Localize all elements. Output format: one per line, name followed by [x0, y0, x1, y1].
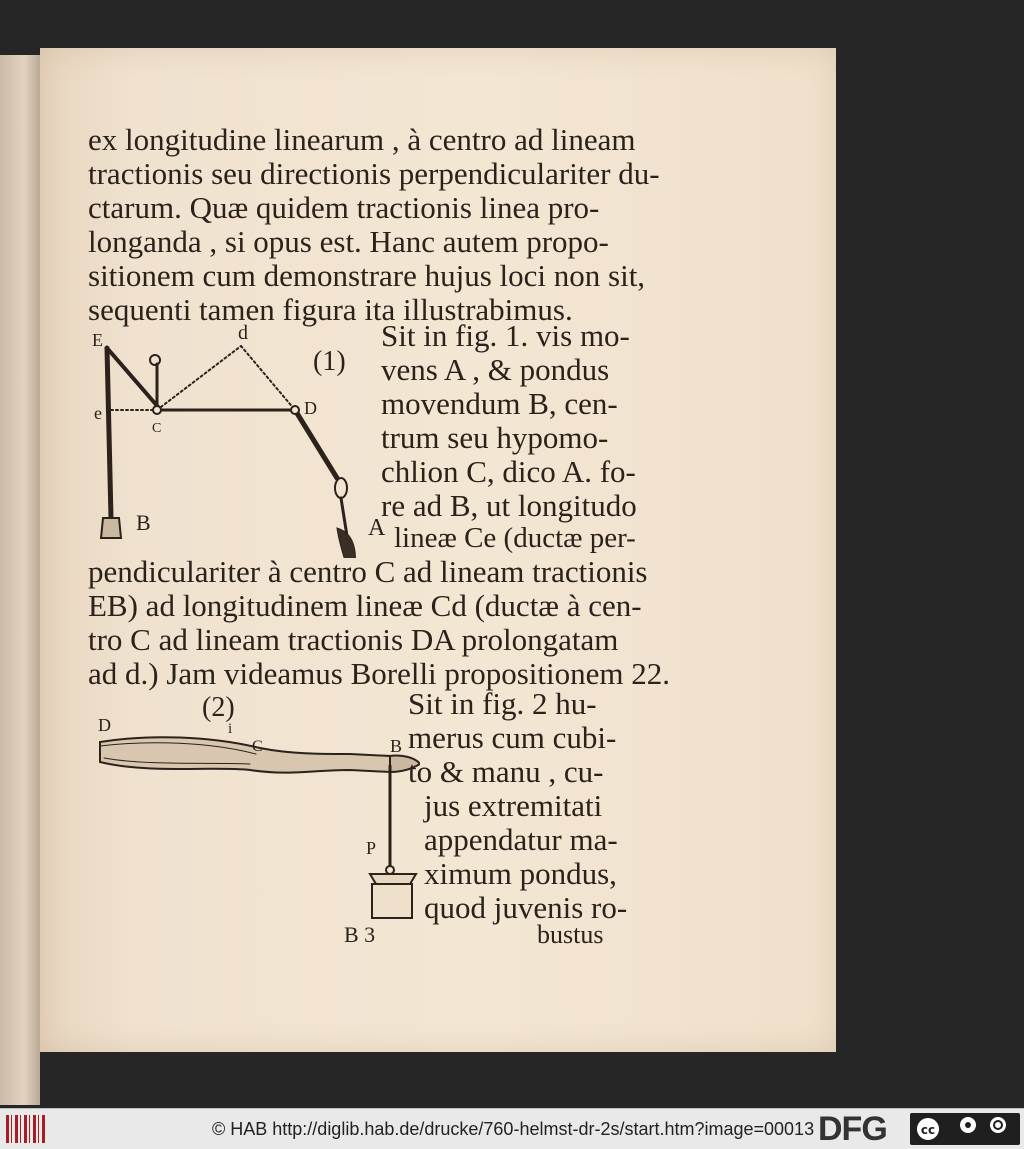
label-C: C	[152, 421, 162, 436]
label-D: D	[304, 398, 317, 418]
text-line: sitionem cum demonstrare hujus loci non sit,	[88, 258, 646, 293]
label-C-arm: C	[252, 738, 263, 755]
text-line: appendatur ma-	[424, 822, 618, 857]
label-D-arm: D	[98, 715, 111, 735]
text-line: to & manu , cu-	[408, 754, 604, 789]
text-line: quod juvenis ro-	[424, 890, 628, 925]
text-line: sequenti tamen figura ita illustrabimus.	[88, 292, 573, 327]
signature-mark: B 3	[344, 922, 376, 947]
text-line: ctarum. Quæ quidem tractionis linea pro-	[88, 190, 600, 225]
text-line: ad d.) Jam videamus Borelli propositionem 22.	[88, 656, 671, 691]
pin-circle	[150, 355, 160, 365]
dfg-logo: DFG	[818, 1110, 887, 1148]
facing-page-edge	[0, 55, 40, 1105]
figure-2-number: (2)	[202, 692, 235, 723]
label-i: i	[228, 721, 233, 737]
text-line: jus extremitati	[424, 788, 603, 823]
line-Cd-dotted	[157, 346, 241, 410]
hab-barcode-icon	[6, 1115, 46, 1143]
text-line: EB) ad longitudinem lineæ Cd (ductæ à cen-	[88, 588, 642, 623]
label-E: E	[92, 330, 103, 350]
line-EB	[107, 348, 111, 518]
text-line: tractionis seu directionis perpendiculariter du-	[88, 156, 660, 191]
text-line: longanda , si opus est. Hanc autem propo-	[88, 224, 609, 259]
text-line: ex longitudine linearum , à centro ad lineam	[88, 122, 636, 157]
weight-block	[372, 884, 412, 918]
text-line: ximum pondus,	[424, 856, 617, 891]
text-line: movendum B, cen-	[381, 386, 618, 421]
source-url[interactable]: © HAB http://diglib.hab.de/drucke/760-helmst-dr-2s/start.htm?image=00013	[212, 1119, 815, 1139]
text-line: lineæ Ce (ductæ per-	[394, 522, 636, 554]
weight-B	[101, 518, 121, 538]
text-line: Sit in fig. 2 hu-	[408, 686, 597, 721]
text-line: vens A , & pondus	[381, 352, 610, 387]
label-P: P	[366, 838, 377, 858]
text-line: Sit in fig. 1. vis mo-	[381, 318, 630, 353]
label-A: A	[368, 515, 386, 541]
book-page	[40, 48, 836, 1052]
text-line: tro C ad lineam tractionis DA prolongatam	[88, 622, 619, 657]
label-e: e	[94, 403, 102, 423]
pulley-ring	[335, 478, 347, 498]
text-line: pendiculariter à centro C ad lineam tractionis	[88, 554, 648, 589]
text-line: trum seu hypomo-	[381, 420, 609, 455]
figure-1-number: (1)	[313, 346, 346, 377]
cc-by-sa-license-icon	[910, 1113, 1020, 1145]
label-B-arm: B	[390, 736, 403, 756]
svg-text:cc: cc	[920, 1123, 936, 1137]
label-B: B	[136, 510, 151, 535]
text-line: re ad B, ut longitudo	[381, 488, 637, 523]
viewer-footer	[0, 1108, 1024, 1149]
line-DA	[295, 410, 337, 478]
label-d: d	[238, 322, 248, 344]
text-line: merus cum cubi-	[408, 720, 617, 755]
catchword: bustus	[537, 920, 604, 949]
text-line: chlion C, dico A. fo-	[381, 454, 636, 489]
